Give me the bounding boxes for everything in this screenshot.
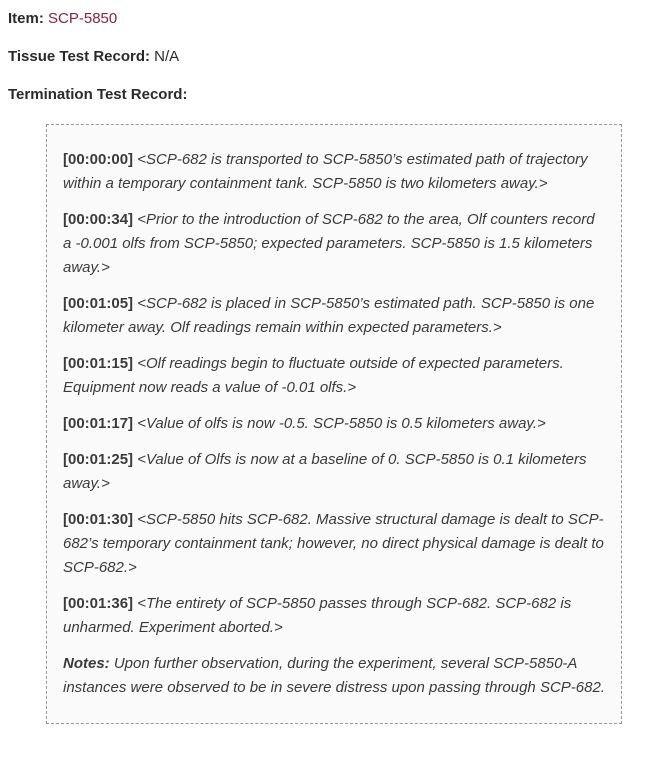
notes-text: Upon further observation, during the experiment, several SCP-5850-A instances were observed to be in severe distress upon passing through SCP-682. [63,655,605,696]
log-timestamp: [00:01:25] [63,451,134,468]
log-entry [63,352,605,400]
log-entry [63,448,605,496]
log-entry [63,412,605,436]
log-entry-text: <SCP-5850 hits SCP-682. Massive structural damage is dealt to SCP-682’s temporary containment tank; however, no direct physical damage is dealt to SCP-682.> [63,511,604,576]
log-timestamp: [00:01:15] [63,355,134,372]
log-timestamp: [00:01:36] [63,595,134,612]
log-timestamp: [00:01:17] [63,415,134,432]
item-label: Item: [8,10,44,27]
log-entry-text: <The entirety of SCP-5850 passes through SCP-682. SCP-682 is unharmed. Experiment aborted.> [63,595,572,636]
log-timestamp: [00:00:00] [63,151,134,168]
log-timestamp: [00:00:34] [63,211,134,228]
scp-5850-link[interactable]: SCP-5850 [48,10,118,27]
log-entry-text: <Prior to the introduction of SCP-682 to the area, Olf counters record a -0.001 olfs from SCP-5850; expected parameters. SCP-5850 is 1.5 kilometers away.> [63,211,595,276]
termination-test-record-label: Termination Test Record: [8,86,188,103]
tissue-test-record-value: N/A [154,48,180,65]
log-entry [63,292,605,340]
log-entry [63,208,605,280]
tissue-test-record-row [8,46,647,67]
log-entry-text: <Olf readings begin to fluctuate outside of expected parameters. Equipment now reads a value of -0.01 olfs.> [63,355,564,396]
log-entry-text: <Value of olfs is now -0.5. SCP-5850 is 0.5 kilometers away.> [137,415,546,432]
log-timestamp: [00:01:30] [63,511,134,528]
termination-test-log-box [46,124,622,724]
log-timestamp: [00:01:05] [63,295,134,312]
log-entry-text: <SCP-682 is transported to SCP-5850’s estimated path of trajectory within a temporary containment tank. SCP-5850 is two kilometers away.> [63,151,588,192]
log-entry [63,508,605,580]
log-entry [63,592,605,640]
log-notes [63,652,605,700]
article-content [8,8,647,724]
log-entry [63,148,605,196]
termination-test-record-row [8,84,647,105]
log-entry-text: <Value of Olfs is now at a baseline of 0. SCP-5850 is 0.1 kilometers away.> [63,451,587,492]
tissue-test-record-label: Tissue Test Record: [8,48,150,65]
item-row [8,8,647,29]
log-entry-text: <SCP-682 is placed in SCP-5850’s estimated path. SCP-5850 is one kilometer away. Olf readings remain within expected parameters.> [63,295,595,336]
notes-label: Notes: [63,655,110,672]
